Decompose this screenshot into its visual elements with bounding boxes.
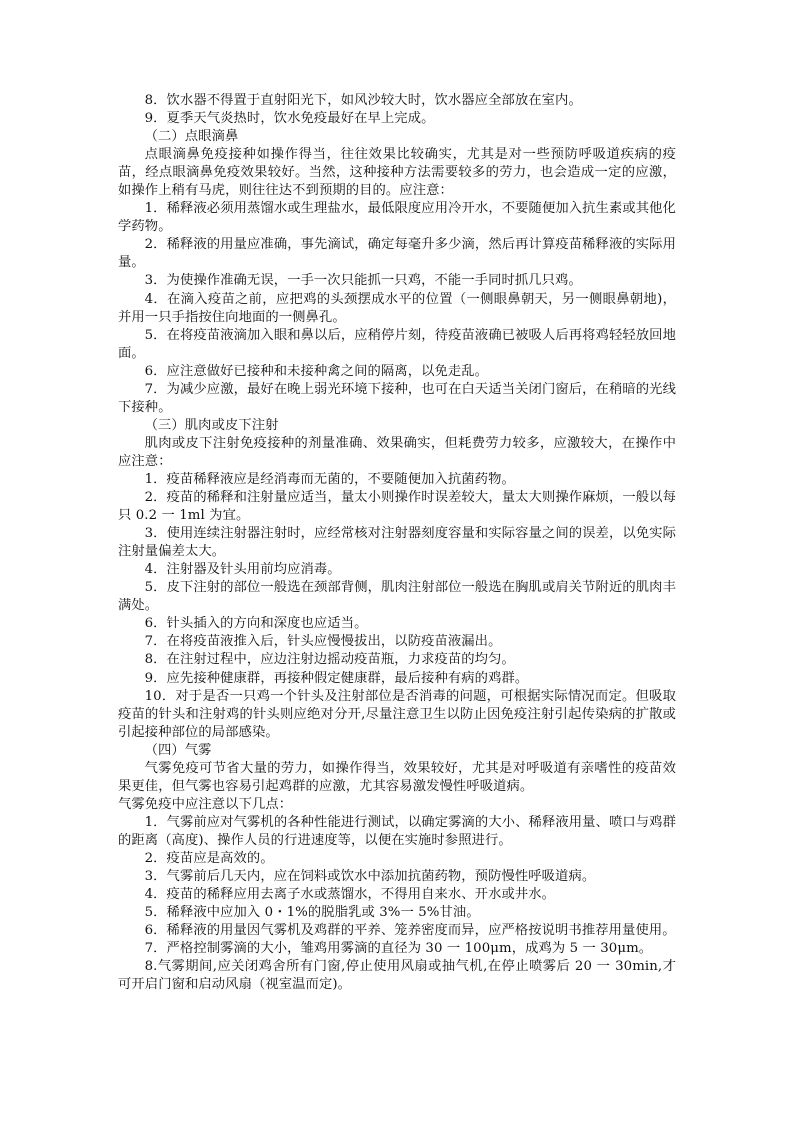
list-item: 6．稀释液的用量因气雾机及鸡群的平养、笼养密度而异，应严格按说明书推荐用量使用。	[144, 923, 676, 939]
section-intro-paragraph: 气雾免疫中应注意以下几点：	[118, 796, 293, 812]
section-heading-aerosol: （四）气雾	[144, 742, 212, 758]
list-item: 2．稀释液的用量应准确，事先滴试，确定每毫升多少滴，然后再计算疫苗稀释液的实际用量。	[118, 237, 676, 271]
list-item: 1．稀释液必须用蒸馏水或生理盐水，最低限度应用冷开水，不要随便加入抗生素或其他化学药物。	[118, 201, 676, 235]
list-item: 2．疫苗的稀释和注射量应适当，量太小则操作时误差较大，量太大则操作麻烦，一般以每只 0.2 一 1ml 为宜。	[118, 490, 676, 524]
list-item: 8．饮水器不得置于直射阳光下，如风沙较大时，饮水器应全部放在室内。	[144, 93, 582, 108]
section-intro-paragraph: 肌肉或皮下注射免疫接种的剂量准确、效果确实，但耗费劳力较多，应激较大，在操作中应注意：	[118, 435, 676, 469]
list-item: 2．疫苗应是高效的。	[144, 850, 274, 866]
document-body	[118, 92, 676, 994]
list-item: 7．在将疫苗液推入后，针头应慢慢拔出，以防疫苗液漏出。	[144, 634, 502, 650]
list-item: 9．应先接种健康群，再接种假定健康群，最后接种有病的鸡群。	[144, 670, 529, 686]
list-item: 1．疫苗稀释液应是经消毒而无菌的，不要随便加入抗菌药物。	[144, 471, 515, 487]
list-item: 5．皮下注射的部位一般选在颈部背侧，肌肉注射部位一般选在胸肌或肩关节附近的肌肉丰满处。	[118, 580, 676, 614]
list-item: 7．严格控制雾滴的大小，雏鸡用雾滴的直径为 30 一 100μm，成鸡为 5 一 30μm。	[144, 941, 653, 957]
section-heading-injection: （三）肌肉或皮下注射	[144, 417, 279, 433]
list-item: 10．对于是否一只鸡一个针头及注射部位是否消毒的问题，可根据实际情况而定。但吸取疫苗的针头和注射鸡的针头则应绝对分开,尽量注意卫生以防止因免疫注射引起传染病的扩散或引起接种部位的局部感染。	[118, 688, 676, 740]
section-intro-paragraph: 气雾免疫可节省大量的劳力，如操作得当，效果较好，尤其是对呼吸道有亲嗜性的疫苗效果更佳，但气雾也容易引起鸡群的应激，尤其容易激发慢性呼吸道病。	[118, 760, 676, 794]
list-item: 8．在注射过程中，应边注射边摇动疫苗瓶，力求疫苗的均匀。	[144, 652, 515, 668]
list-item: 3．为使操作准确无误，一手一次只能抓一只鸡，不能一手同时抓几只鸡。	[144, 273, 582, 289]
list-item: 8.气雾期间,应关闭鸡舍所有门窗,停止使用风扇或抽气机,在停止喷雾后 20 一 30min,才可开启门窗和启动风扇（视室温而定)。	[118, 959, 676, 993]
section-heading-eye-nose-drop: （二）点眼滴鼻	[144, 129, 239, 145]
list-item: 7．为减少应激，最好在晚上弱光环境下接种，也可在白天适当关闭门窗后，在稍暗的光线下接种。	[118, 381, 676, 415]
list-item: 9．夏季天气炎热时，饮水免疫最好在早上完成。	[144, 111, 435, 127]
list-item: 6．应注意做好已接种和未接种禽之间的隔离，以免走乱。	[144, 363, 489, 379]
list-item: 5．稀释液中应加入 0・1%的脱脂乳或 3%一 5%甘油。	[144, 905, 480, 921]
list-item: 4．注射器及针头用前均应消毒。	[144, 562, 341, 578]
list-item: 4．疫苗的稀释应用去离子水或蒸馏水，不得用自来水、开水或井水。	[144, 887, 556, 903]
list-item: 1．气雾前应对气雾机的各种性能进行测试，以确定雾滴的大小、稀释液用量、喷口与鸡群的距离（高度)、操作人员的行进速度等，以便在实施时参照进行。	[118, 814, 676, 848]
list-item: 6．针头插入的方向和深度也应适当。	[144, 616, 368, 632]
list-item: 4．在滴入疫苗之前，应把鸡的头颈摆成水平的位置（一侧眼鼻朝天，另一侧眼鼻朝地)，并用一只手指按住向地面的一侧鼻孔。	[118, 291, 676, 325]
list-item: 5．在将疫苗液滴加入眼和鼻以后，应稍停片刻，待疫苗液确已被吸人后再将鸡轻轻放回地面。	[118, 327, 676, 361]
section-intro-paragraph: 点眼滴鼻免疫接种如操作得当，往往效果比较确实，尤其是对一些预防呼吸道疾病的疫苗，经点眼滴鼻免疫效果较好。当然，这种接种方法需要较多的劳力，也会造成一定的应激，如操作上稍有马虎，则往往达不到预期的目的。应注意：	[118, 147, 676, 199]
list-item: 3．气雾前后几天内，应在饲料或饮水中添加抗菌药物，预防慢性呼吸道病。	[144, 869, 596, 885]
list-item: 3．使用连续注射器注射时，应经常核对注射器刻度容量和实际容量之间的误差，以免实际注射量偏差太大。	[118, 526, 676, 560]
